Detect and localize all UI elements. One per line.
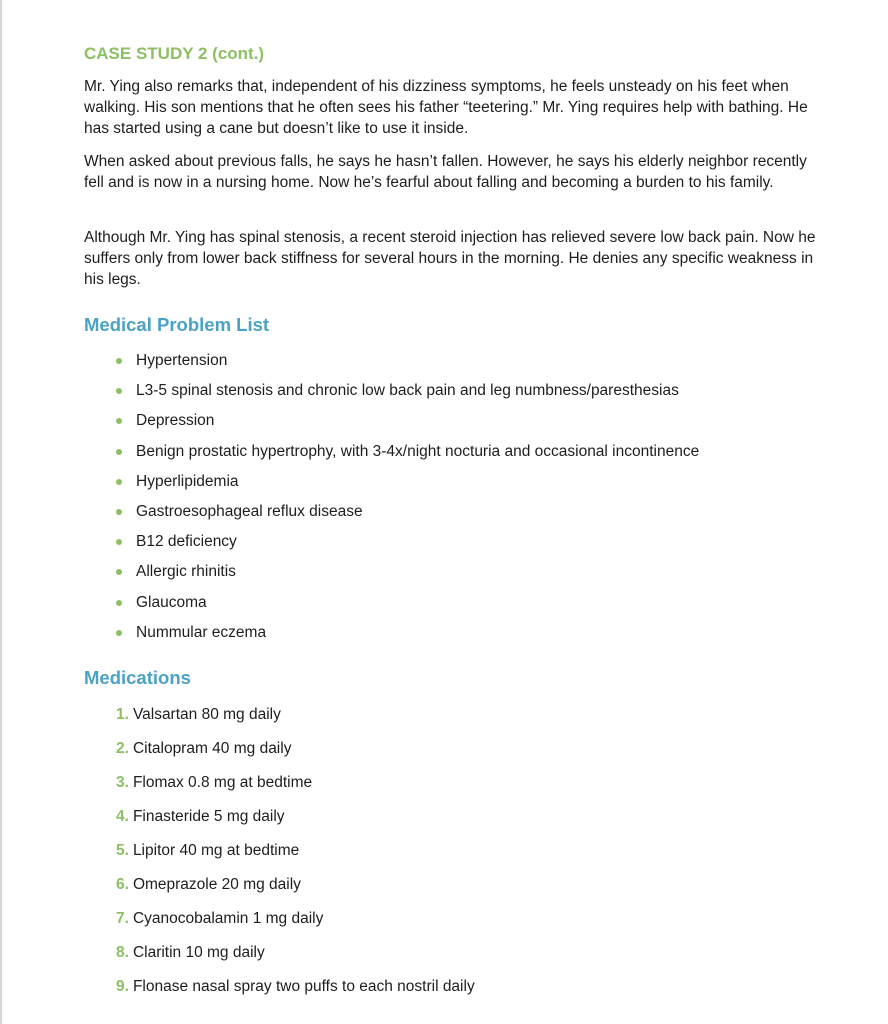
problem-item-text: Depression xyxy=(136,412,215,430)
problem-item xyxy=(116,500,699,530)
bullet-icon xyxy=(116,479,122,485)
bullet-icon xyxy=(116,630,122,636)
bullet-icon xyxy=(116,569,122,575)
problem-item xyxy=(116,591,699,621)
page-edge-divider xyxy=(0,0,2,1024)
problem-item xyxy=(116,349,699,379)
problem-item-text: Nummular eczema xyxy=(136,623,267,641)
bullet-icon xyxy=(116,388,122,394)
medication-number: 4. xyxy=(116,808,129,825)
paragraph-spinal-stenosis: Although Mr. Ying has spinal stenosis, a recent steroid injection has relieved severe low back pain. Now he suffers only from lower back stiffness for several hours in the morning. He denies any specific weakness in his legs. xyxy=(84,229,816,288)
medication-list xyxy=(116,703,475,1009)
problem-item xyxy=(116,530,699,560)
case-study-heading: CASE STUDY 2 (cont.) xyxy=(84,44,265,63)
medication-number: 7. xyxy=(116,910,129,927)
medication-text: Finasteride 5 mg daily xyxy=(132,808,285,825)
problem-item-text: Hyperlipidemia xyxy=(136,472,239,490)
medication-text: Valsartan 80 mg daily xyxy=(132,706,281,723)
problem-item xyxy=(116,470,699,500)
medication-item xyxy=(116,907,475,941)
medication-item xyxy=(116,703,475,737)
bullet-icon xyxy=(116,449,122,455)
medication-item xyxy=(116,737,475,771)
bullet-icon xyxy=(116,600,122,606)
medication-text: Lipitor 40 mg at bedtime xyxy=(132,842,300,859)
problem-item-text: Hypertension xyxy=(136,352,228,369)
medication-number: 8. xyxy=(116,944,129,961)
medication-item xyxy=(116,771,475,805)
bullet-icon xyxy=(116,358,122,364)
medication-number: 9. xyxy=(116,978,129,995)
problem-item-text: L3-5 spinal stenosis and chronic low back pain and leg numbness/paresthesias xyxy=(136,382,679,400)
medication-number: 2. xyxy=(116,740,129,757)
medication-number: 1. xyxy=(116,706,129,723)
medication-number: 3. xyxy=(116,774,129,791)
medication-item xyxy=(116,805,475,839)
medication-item xyxy=(116,839,475,873)
problem-item-text: Gastroesophageal reflux disease xyxy=(136,502,363,520)
problem-item-text: Benign prostatic hypertrophy, with 3-4x/night nocturia and occasional incontinence xyxy=(136,442,700,460)
problem-list-heading: Medical Problem List xyxy=(84,314,270,335)
medication-item xyxy=(116,975,475,1009)
medication-text: Flonase nasal spray two puffs to each nostril daily xyxy=(132,978,475,995)
medication-number: 5. xyxy=(116,842,129,859)
problem-item-text: Allergic rhinitis xyxy=(136,563,236,581)
medication-text: Claritin 10 mg daily xyxy=(132,944,265,961)
problem-item xyxy=(116,379,699,409)
paragraph-unsteadiness: Mr. Ying also remarks that, independent of his dizziness symptoms, he feels unsteady on his feet when walking. His son mentions that he often sees his father “teetering.” Mr. Ying requires help with bathing. He has started using a cane but doesn’t like to use it inside. xyxy=(84,78,808,137)
medications-heading: Medications xyxy=(84,667,191,688)
medication-text: Omeprazole 20 mg daily xyxy=(132,876,301,893)
problem-item-text: Glaucoma xyxy=(136,593,207,611)
problem-item xyxy=(116,440,699,470)
medication-text: Flomax 0.8 mg at bedtime xyxy=(132,774,313,791)
problem-item xyxy=(116,621,699,651)
problem-item xyxy=(116,409,699,439)
bullet-icon xyxy=(116,539,122,545)
bullet-icon xyxy=(116,509,122,515)
problem-item xyxy=(116,560,699,590)
problem-list xyxy=(116,349,699,651)
medication-text: Citalopram 40 mg daily xyxy=(132,740,292,757)
problem-item-text: B12 deficiency xyxy=(136,533,237,551)
medication-item xyxy=(116,873,475,907)
bullet-icon xyxy=(116,418,122,424)
medication-text: Cyanocobalamin 1 mg daily xyxy=(132,910,324,927)
medication-item xyxy=(116,941,475,975)
paragraph-falls: When asked about previous falls, he says he hasn’t fallen. However, he says his elderly neighbor recently fell and is now in a nursing home. Now he’s fearful about falling and becoming a burden to his family. xyxy=(84,153,807,191)
medication-number: 6. xyxy=(116,876,129,893)
